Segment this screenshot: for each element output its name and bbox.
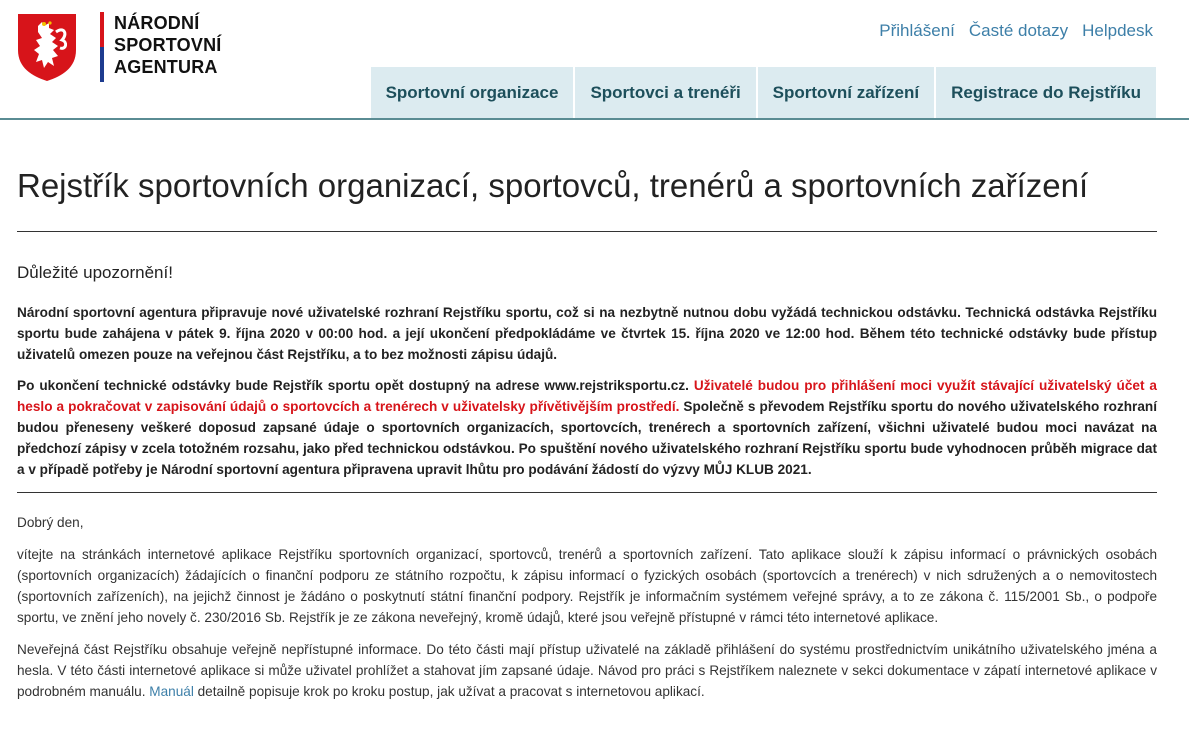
logo-line-3: AGENTURA: [114, 57, 218, 77]
notice-title: Důležité upozornění!: [17, 263, 173, 282]
divider: [17, 231, 1157, 232]
page-title: Rejstřík sportovních organizací, sportovců, trenérů a sportovních zařízení: [17, 167, 1089, 204]
logo-line-2: SPORTOVNÍ: [114, 35, 222, 55]
main-nav: [371, 67, 1156, 118]
login-link[interactable]: Přihlášení: [879, 21, 955, 40]
intro-p2-start: Neveřejná část Rejstříku obsahuje veřejně nepřístupné informace. Do této části mají přístup uživatelé na základě přihlášení do systému prostřednictvím unikátního uživatelského jména a hesla. V této části internetové aplikace si může uživatel prohlížet a stahovat jím zapsané údaje. Návod pro práci s Rejstříkem naleznete v sekci dokumentace v zápatí internetové aplikace v podrobném manuálu.: [17, 642, 1157, 699]
site-header: [0, 0, 1189, 120]
top-links: [879, 21, 1153, 41]
divider: [17, 492, 1157, 493]
intro-paragraph-1: vítejte na stránkách internetové aplikace Rejstříku sportovních organizací, sportovců, trenérů a sportovních zařízení. Tato aplikace slouží k zápisu informací o právnických osobách (sportovních organizacích) žádajících o finanční podporu ze státního rozpočtu, k zápisu informací o fyzických osobách (sportovcích a trenérech) v nich sdružených a o nemovitostech (sportovních zařízeních), na jejichž činnost je žádáno o poskytnutí státní finanční podpory. Rejstřík je informačním systémem veřejné správy, a to ze zákona č. 115/2001 Sb., o podpoře sportu, ve znění jeho novely č. 230/2016 Sb. Rejstřík je ze zákona neveřejný, kromě údajů, které jsou veřejně přístupné v rámci této internetové aplikace.: [17, 547, 1157, 625]
czech-lion-shield-icon: [16, 12, 78, 82]
greeting: Dobrý den,: [17, 515, 84, 530]
nav-sport-facilities[interactable]: Sportovní zařízení: [758, 67, 934, 118]
notice-p2-end: Společně s převodem Rejstříku sportu do nového uživatelského rozhraní budou přeneseny veškeré doposud zapsané údaje o sportovních organizacích, sportovcích, trenérech a sportovních zařízení, všichni uživatelé budou moci navázat na předchozí zápisy v zcela totožném rozsahu, jako před technickou odstávkou. Po spuštění nového uživatelského rozhraní Rejstříku sportu bude vyhodnocen průběh migrace dat a v případě potřeby je Národní sportovní agentura připravena upravit lhůtu pro podávání žádostí do výzvy MŮJ KLUB 2021.: [17, 399, 1157, 477]
logo-line-1: NÁRODNÍ: [114, 13, 200, 33]
nav-sport-organizations[interactable]: Sportovní organizace: [371, 67, 574, 118]
intro-paragraph-2: [17, 639, 1157, 702]
intro-p2-end: detailně popisuje krok po kroku postup, jak užívat a pracovat s internetovou aplikací.: [193, 684, 705, 699]
notice-p2-start: Po ukončení technické odstávky bude Rejstřík sportu opět dostupný na adrese www.rejstriksportu.cz.: [17, 378, 694, 393]
nav-registration[interactable]: Registrace do Rejstříku: [936, 67, 1156, 118]
logo-text: [114, 12, 222, 78]
nav-athletes-coaches[interactable]: Sportovci a trenéři: [575, 67, 755, 118]
notice-paragraph-2: [17, 375, 1157, 480]
main-content: [17, 166, 1157, 702]
helpdesk-link[interactable]: Helpdesk: [1082, 21, 1153, 40]
faq-link[interactable]: Časté dotazy: [968, 21, 1069, 40]
notice-p2-highlight: Uživatelé budou pro přihlášení moci využít stávající uživatelský účet a heslo a pokračovat v zapisování údajů o sportovcích a trenérech v uživatelsky přívětivějším prostředí.: [17, 378, 1157, 414]
notice-paragraph-1: Národní sportovní agentura připravuje nové uživatelské rozhraní Rejstříku sportu, což si na nezbytně nutnou dobu vyžádá technickou odstávku. Technická odstávka Rejstříku sportu bude zahájena v pátek 9. října 2020 v 00:00 hod. a její ukončení předpokládáme ve čtvrtek 15. října 2020 ve 12:00 hod. Během této technické odstávky bude přístup uživatelů omezen pouze na veřejnou část Rejstříku, a to bez možnosti zápisu údajů.: [17, 305, 1157, 362]
logo[interactable]: [16, 12, 222, 82]
manual-link[interactable]: Manuál: [149, 684, 194, 699]
logo-divider: [100, 12, 104, 82]
